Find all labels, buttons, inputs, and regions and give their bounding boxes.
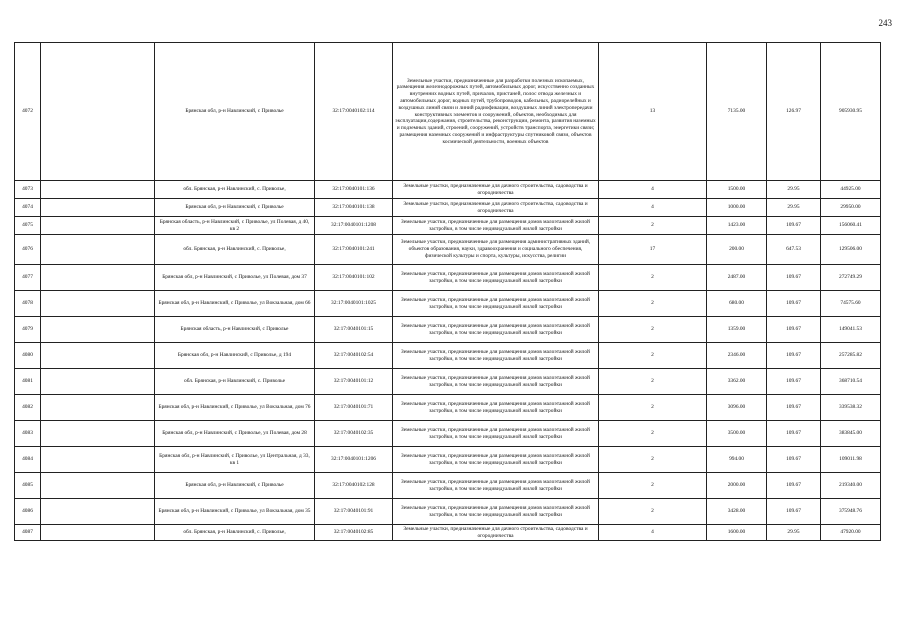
cell-cadastral-value: 44925.00 bbox=[821, 181, 881, 199]
cell-address: Брянская обл, р-н Навлинский, с Приволье, ул Вокзальная, дом 35 bbox=[155, 499, 315, 525]
cell-area: 3428.00 bbox=[707, 499, 767, 525]
cell-group-number: 2 bbox=[599, 217, 707, 235]
cell-group-number: 17 bbox=[599, 235, 707, 265]
cell-row-number: 4084 bbox=[15, 447, 41, 473]
cell-blank bbox=[41, 421, 155, 447]
cell-land-purpose: Земельные участки, предназначенные для размещения домов малоэтажной жилой застройки, в том числе индивидуальной жилой застройки bbox=[393, 343, 599, 369]
cell-land-purpose: Земельные участки, предназначенные для дачного строительства, садоводства и огородничества bbox=[393, 199, 599, 217]
cell-blank bbox=[41, 181, 155, 199]
cell-blank bbox=[41, 291, 155, 317]
cell-group-number: 2 bbox=[599, 395, 707, 421]
cell-cadastral-rate: 29.95 bbox=[767, 181, 821, 199]
table-row bbox=[15, 235, 881, 265]
cell-land-purpose: Земельные участки, предназначенные для размещения домов малоэтажной жилой застройки, в том числе индивидуальной жилой застройки bbox=[393, 421, 599, 447]
cell-row-number: 4077 bbox=[15, 265, 41, 291]
cell-row-number: 4072 bbox=[15, 43, 41, 181]
cell-land-purpose: Земельные участки, предназначенные для размещения домов малоэтажной жилой застройки, в том числе индивидуальной жилой застройки bbox=[393, 291, 599, 317]
table-row bbox=[15, 217, 881, 235]
cell-land-purpose: Земельные участки, предназначенные для размещения домов малоэтажной жилой застройки, в том числе индивидуальной жилой застройки bbox=[393, 473, 599, 499]
cell-blank bbox=[41, 43, 155, 181]
cell-group-number: 4 bbox=[599, 181, 707, 199]
cell-group-number: 2 bbox=[599, 499, 707, 525]
cell-blank bbox=[41, 447, 155, 473]
cell-area: 2487.00 bbox=[707, 265, 767, 291]
cell-address: Брянская обл, р-н Навлинский, с Приволье, ул Центральная, д 33, кв 1 bbox=[155, 447, 315, 473]
cell-cadastral-rate: 109.67 bbox=[767, 217, 821, 235]
cell-row-number: 4086 bbox=[15, 499, 41, 525]
cell-cadastral-number: 32:17:0040102:54 bbox=[315, 343, 393, 369]
cell-cadastral-number: 32:17:0040102:85 bbox=[315, 525, 393, 541]
cell-cadastral-value: 272749.29 bbox=[821, 265, 881, 291]
cell-blank bbox=[41, 265, 155, 291]
table-row bbox=[15, 395, 881, 421]
cell-blank bbox=[41, 499, 155, 525]
cell-land-purpose: Земельные участки, предназначенные для дачного строительства, садоводства и огородничества bbox=[393, 181, 599, 199]
cell-land-purpose: Земельные участки, предназначенные для размещения домов малоэтажной жилой застройки, в том числе индивидуальной жилой застройки bbox=[393, 395, 599, 421]
page-number: 243 bbox=[878, 18, 892, 28]
cell-group-number: 4 bbox=[599, 199, 707, 217]
cell-cadastral-rate: 109.67 bbox=[767, 447, 821, 473]
cell-address: Брянская обл, р-н Навлинский, с Приволье bbox=[155, 43, 315, 181]
cell-land-purpose: Земельные участки, предназначенные для размещения домов малоэтажной жилой застройки, в том числе индивидуальной жилой застройки bbox=[393, 217, 599, 235]
cell-address: Брянская область, р-н Навлинский, с Приволье bbox=[155, 317, 315, 343]
cell-cadastral-number: 32:17:0040101:102 bbox=[315, 265, 393, 291]
cell-cadastral-rate: 29.95 bbox=[767, 199, 821, 217]
cell-cadastral-number: 32:17:0040101:1206 bbox=[315, 447, 393, 473]
cell-area: 7135.00 bbox=[707, 43, 767, 181]
cell-area: 3362.00 bbox=[707, 369, 767, 395]
cell-group-number: 2 bbox=[599, 291, 707, 317]
cell-cadastral-number: 32:17:0040101:138 bbox=[315, 199, 393, 217]
cell-cadastral-value: 29950.00 bbox=[821, 199, 881, 217]
cell-cadastral-rate: 647.53 bbox=[767, 235, 821, 265]
cell-cadastral-number: 32:17:0040101:12 bbox=[315, 369, 393, 395]
table-row bbox=[15, 421, 881, 447]
cell-cadastral-value: 149041.53 bbox=[821, 317, 881, 343]
table-row bbox=[15, 317, 881, 343]
cell-land-purpose: Земельные участки, предназначенные для размещения домов малоэтажной жилой застройки, в том числе индивидуальной жилой застройки bbox=[393, 499, 599, 525]
cell-group-number: 2 bbox=[599, 473, 707, 499]
cell-cadastral-value: 368710.54 bbox=[821, 369, 881, 395]
cell-area: 680.00 bbox=[707, 291, 767, 317]
cell-blank bbox=[41, 473, 155, 499]
cell-area: 2000.00 bbox=[707, 473, 767, 499]
cell-land-purpose: Земельные участки, предназначенные для размещения домов малоэтажной жилой застройки, в том числе индивидуальной жилой застройки bbox=[393, 369, 599, 395]
cell-cadastral-number: 32:17:0040102:128 bbox=[315, 473, 393, 499]
table-row bbox=[15, 447, 881, 473]
cell-cadastral-value: 47920.00 bbox=[821, 525, 881, 541]
cell-address: обл. Брянская, р-н Навлинский, с. Приволье, bbox=[155, 525, 315, 541]
table-row bbox=[15, 181, 881, 199]
cell-group-number: 2 bbox=[599, 343, 707, 369]
cell-cadastral-rate: 109.67 bbox=[767, 369, 821, 395]
cell-blank bbox=[41, 317, 155, 343]
cell-land-purpose: Земельные участки, предназначенные для дачного строительства, садоводства и огородничества bbox=[393, 525, 599, 541]
cell-row-number: 4087 bbox=[15, 525, 41, 541]
table-row bbox=[15, 199, 881, 217]
cell-group-number: 2 bbox=[599, 447, 707, 473]
table-row bbox=[15, 525, 881, 541]
table-row bbox=[15, 473, 881, 499]
cell-row-number: 4085 bbox=[15, 473, 41, 499]
cell-group-number: 4 bbox=[599, 525, 707, 541]
cell-land-purpose: Земельные участки, предназначенные для размещения административных зданий, объектов образования, науки, здравоохранения и социального обеспечения, физической культуры и спорта, культуры, искусства, религии bbox=[393, 235, 599, 265]
table-row bbox=[15, 265, 881, 291]
cell-address: обл. Брянская, р-н Навлинский, с. Приволье, bbox=[155, 181, 315, 199]
cell-cadastral-value: 219340.00 bbox=[821, 473, 881, 499]
cell-cadastral-rate: 109.67 bbox=[767, 265, 821, 291]
cell-cadastral-value: 383845.00 bbox=[821, 421, 881, 447]
cell-address: обл. Брянская, р-н Навлинский, с. Приволье bbox=[155, 369, 315, 395]
table-row bbox=[15, 291, 881, 317]
cell-blank bbox=[41, 343, 155, 369]
cell-row-number: 4080 bbox=[15, 343, 41, 369]
cell-area: 1500.00 bbox=[707, 181, 767, 199]
cell-area: 1423.00 bbox=[707, 217, 767, 235]
cell-group-number: 2 bbox=[599, 421, 707, 447]
cell-area: 200.00 bbox=[707, 235, 767, 265]
cell-cadastral-number: 32:17:0040102:114 bbox=[315, 43, 393, 181]
cell-address: Брянская обл, р-н Навлинский, с Приволье, ул Полевая, дом 37 bbox=[155, 265, 315, 291]
cell-cadastral-rate: 109.67 bbox=[767, 317, 821, 343]
cell-blank bbox=[41, 395, 155, 421]
cell-cadastral-rate: 109.67 bbox=[767, 499, 821, 525]
land-registry-table bbox=[14, 42, 881, 541]
cell-cadastral-number: 32:17:0040101:1025 bbox=[315, 291, 393, 317]
cell-cadastral-value: 257285.82 bbox=[821, 343, 881, 369]
table-row bbox=[15, 343, 881, 369]
cell-land-purpose: Земельные участки, предназначенные для разработки полезных ископаемых, размещения железнодорожных путей, автомобильных дорог, искусственно созданных внутренних водных путей, причалов, пристаней, полос отвода железных и автомобильных дорог, водных путей, трубопроводов, кабельных, радиорелейных и воздушных линий связи и линий радиофикации, воздушных линий электропередачи конструктивных элементов и сооружений, объектов, необходимых для эксплуатации,содержания, строительства, реконструкции, ремонта, развития наземных и подземных зданий, строений, сооружений, устройств транспорта, энергетики связи; размещения наземных сооружений и инфраструктуры спутниковой связи, объектов космической деятельности, военных объектов bbox=[393, 43, 599, 181]
cell-cadastral-value: 339538.32 bbox=[821, 395, 881, 421]
cell-cadastral-number: 32:17:0040101:91 bbox=[315, 499, 393, 525]
cell-address: Брянская обл, р-н Навлинский, с Приволье, ул Полевая, дом 28 bbox=[155, 421, 315, 447]
cell-cadastral-value: 129506.00 bbox=[821, 235, 881, 265]
cell-area: 1600.00 bbox=[707, 525, 767, 541]
cell-cadastral-number: 32:17:0040101:71 bbox=[315, 395, 393, 421]
table-row bbox=[15, 369, 881, 395]
cell-blank bbox=[41, 199, 155, 217]
table-row bbox=[15, 43, 881, 181]
cell-row-number: 4082 bbox=[15, 395, 41, 421]
cell-address: Брянская обл, р-н Навлинский, с Приволье bbox=[155, 199, 315, 217]
cell-group-number: 2 bbox=[599, 317, 707, 343]
cell-group-number: 2 bbox=[599, 369, 707, 395]
cell-area: 3500.00 bbox=[707, 421, 767, 447]
cell-group-number: 13 bbox=[599, 43, 707, 181]
table-row bbox=[15, 499, 881, 525]
cell-cadastral-number: 32:17:0040101:241 bbox=[315, 235, 393, 265]
cell-cadastral-number: 32:17:0040101:136 bbox=[315, 181, 393, 199]
cell-area: 1000.00 bbox=[707, 199, 767, 217]
cell-land-purpose: Земельные участки, предназначенные для размещения домов малоэтажной жилой застройки, в том числе индивидуальной жилой застройки bbox=[393, 317, 599, 343]
cell-blank bbox=[41, 369, 155, 395]
cell-row-number: 4075 bbox=[15, 217, 41, 235]
cell-cadastral-number: 32:17:0040102:35 bbox=[315, 421, 393, 447]
cell-address: Брянская обл, р-н Навлинский, с Приволье, д 194 bbox=[155, 343, 315, 369]
cell-area: 3096.00 bbox=[707, 395, 767, 421]
cell-area: 2346.00 bbox=[707, 343, 767, 369]
cell-cadastral-rate: 109.67 bbox=[767, 395, 821, 421]
cell-area: 1359.00 bbox=[707, 317, 767, 343]
table-body bbox=[15, 43, 881, 541]
cell-address: Брянская обл, р-н Навлинский, с Приволье, ул Вокзальная, дом 76 bbox=[155, 395, 315, 421]
cell-area: 994.00 bbox=[707, 447, 767, 473]
cell-row-number: 4073 bbox=[15, 181, 41, 199]
cell-cadastral-rate: 126.97 bbox=[767, 43, 821, 181]
cell-address: Брянская обл, р-н Навлинский, с Приволье bbox=[155, 473, 315, 499]
cell-cadastral-rate: 29.95 bbox=[767, 525, 821, 541]
cell-row-number: 4074 bbox=[15, 199, 41, 217]
cell-address: Брянская область, р-н Навлинский, с Приволье, ул Полевая, д 40, кв 2 bbox=[155, 217, 315, 235]
cell-cadastral-number: 32:17:0040101:15 bbox=[315, 317, 393, 343]
cell-row-number: 4078 bbox=[15, 291, 41, 317]
cell-blank bbox=[41, 217, 155, 235]
cell-blank bbox=[41, 235, 155, 265]
cell-cadastral-rate: 109.67 bbox=[767, 343, 821, 369]
cell-cadastral-value: 109011.98 bbox=[821, 447, 881, 473]
cell-address: обл. Брянская, р-н Навлинский, с. Приволье, bbox=[155, 235, 315, 265]
cell-land-purpose: Земельные участки, предназначенные для размещения домов малоэтажной жилой застройки, в том числе индивидуальной жилой застройки bbox=[393, 447, 599, 473]
cell-blank bbox=[41, 525, 155, 541]
cell-row-number: 4081 bbox=[15, 369, 41, 395]
cell-cadastral-rate: 109.67 bbox=[767, 421, 821, 447]
cell-cadastral-value: 156060.41 bbox=[821, 217, 881, 235]
cell-row-number: 4076 bbox=[15, 235, 41, 265]
cell-cadastral-number: 32:17:0040101:1208 bbox=[315, 217, 393, 235]
cell-cadastral-value: 905930.95 bbox=[821, 43, 881, 181]
cell-row-number: 4079 bbox=[15, 317, 41, 343]
cell-cadastral-value: 375948.76 bbox=[821, 499, 881, 525]
cell-address: Брянская обл, р-н Навлинский, с Приволье, ул Вокзальная, дом 66 bbox=[155, 291, 315, 317]
cell-cadastral-rate: 109.67 bbox=[767, 291, 821, 317]
cell-cadastral-rate: 109.67 bbox=[767, 473, 821, 499]
cell-land-purpose: Земельные участки, предназначенные для размещения домов малоэтажной жилой застройки, в том числе индивидуальной жилой застройки bbox=[393, 265, 599, 291]
cell-group-number: 2 bbox=[599, 265, 707, 291]
cell-row-number: 4083 bbox=[15, 421, 41, 447]
cell-cadastral-value: 74575.60 bbox=[821, 291, 881, 317]
